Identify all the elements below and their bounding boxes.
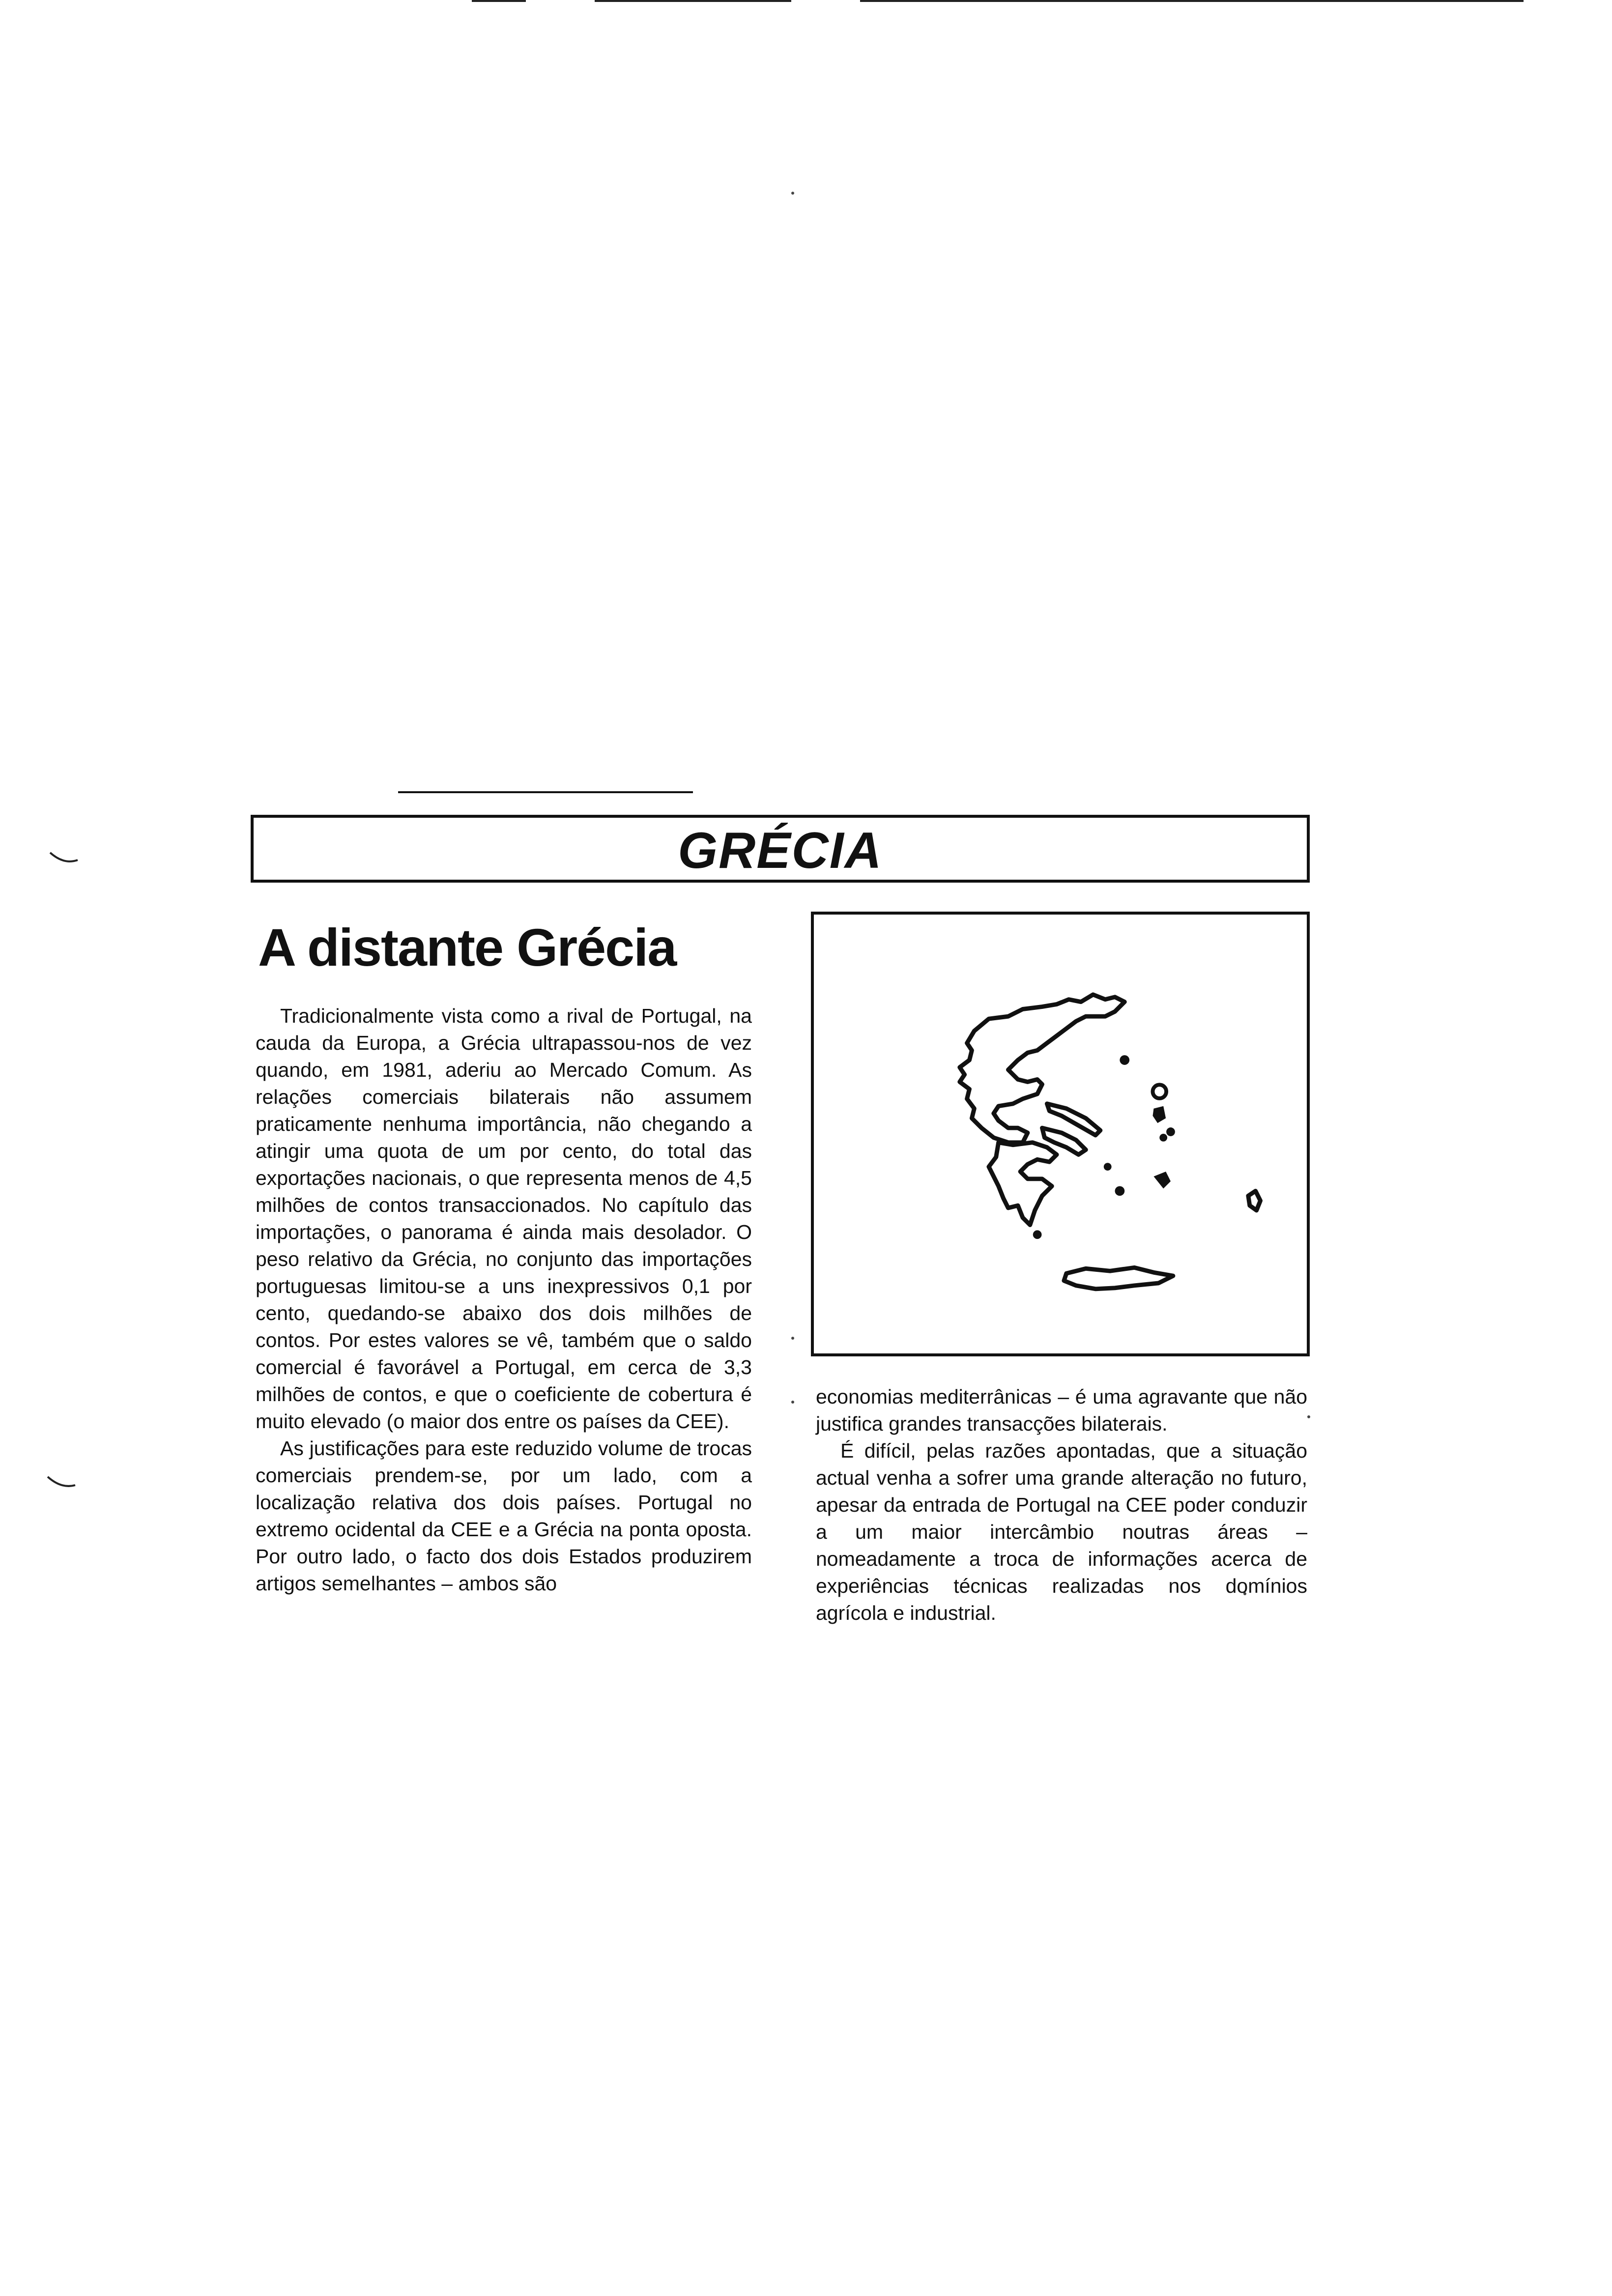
margin-mark [49, 850, 79, 865]
article-headline: A distante Grécia [258, 918, 676, 977]
article-paragraph: Tradicionalmente vista como a rival de Portugal, na cauda da Europa, a Grécia ultrapassou-nos de vez quando, em 1981, aderiu ao Mercado Comum. As relações comerciais bilaterais não assumem praticamente nenhuma importância, não chegando a atingir uma quota de um por cento, do total das exportações nacionais, o que representa menos de 4,5 milhões de contos transaccionados. No capítulo das importações, o panorama é ainda mais desolador. O peso relativo da Grécia, no conjunto das importações portuguesas limitou-se a uns inexpressivos 0,1 por cento, quedando-se abaixo dos dois milhões de contos. Por estes valores se vê, também que o saldo comercial é favorável a Portugal, em cerca de 3,3 milhões de contos, e que o coeficiente de cobertura é muito elevado (o maior dos entre os países da CEE). [256, 1004, 752, 1433]
article-paragraph: As justificações para este reduzido volume de trocas comerciais prendem-se, por um lado, com a localização relativa dos dois países. Portugal no extremo ocidental da CEE e a Grécia na ponta oposta. Por outro lado, o facto dos dois Estados produzirem artigos semelhantes – ambos são [256, 1437, 752, 1595]
scan-edge-line [595, 0, 791, 2]
greece-map-icon [814, 915, 1307, 1353]
scan-edge-line [472, 0, 526, 2]
section-title: GRÉCIA [678, 822, 883, 879]
scan-speck [791, 192, 794, 195]
article-paragraph: economias mediterrânicas – é uma agravante que não justifica grandes transacções bilaterais. [816, 1385, 1307, 1435]
article-paragraph: É difícil, pelas razões apontadas, que a situação actual venha a sofrer uma grande alteração no futuro, apesar da entrada de Portugal na CEE poder conduzir a um maior intercâmbio noutras áreas – nomeadamente a troca de informações acerca de experiências técnicas realizadas nos domínios agrícola e industrial. [816, 1439, 1307, 1624]
scan-speck [1307, 1415, 1310, 1418]
section-banner [251, 815, 1310, 883]
scan-speck [791, 1401, 794, 1404]
top-rule [398, 791, 693, 793]
greece-map-figure [811, 912, 1310, 1356]
article-column-left [256, 1003, 752, 1597]
margin-mark [47, 1474, 76, 1489]
article-column-right [816, 1383, 1307, 1627]
scan-edge-line [860, 0, 1524, 2]
scan-speck [791, 1337, 794, 1340]
